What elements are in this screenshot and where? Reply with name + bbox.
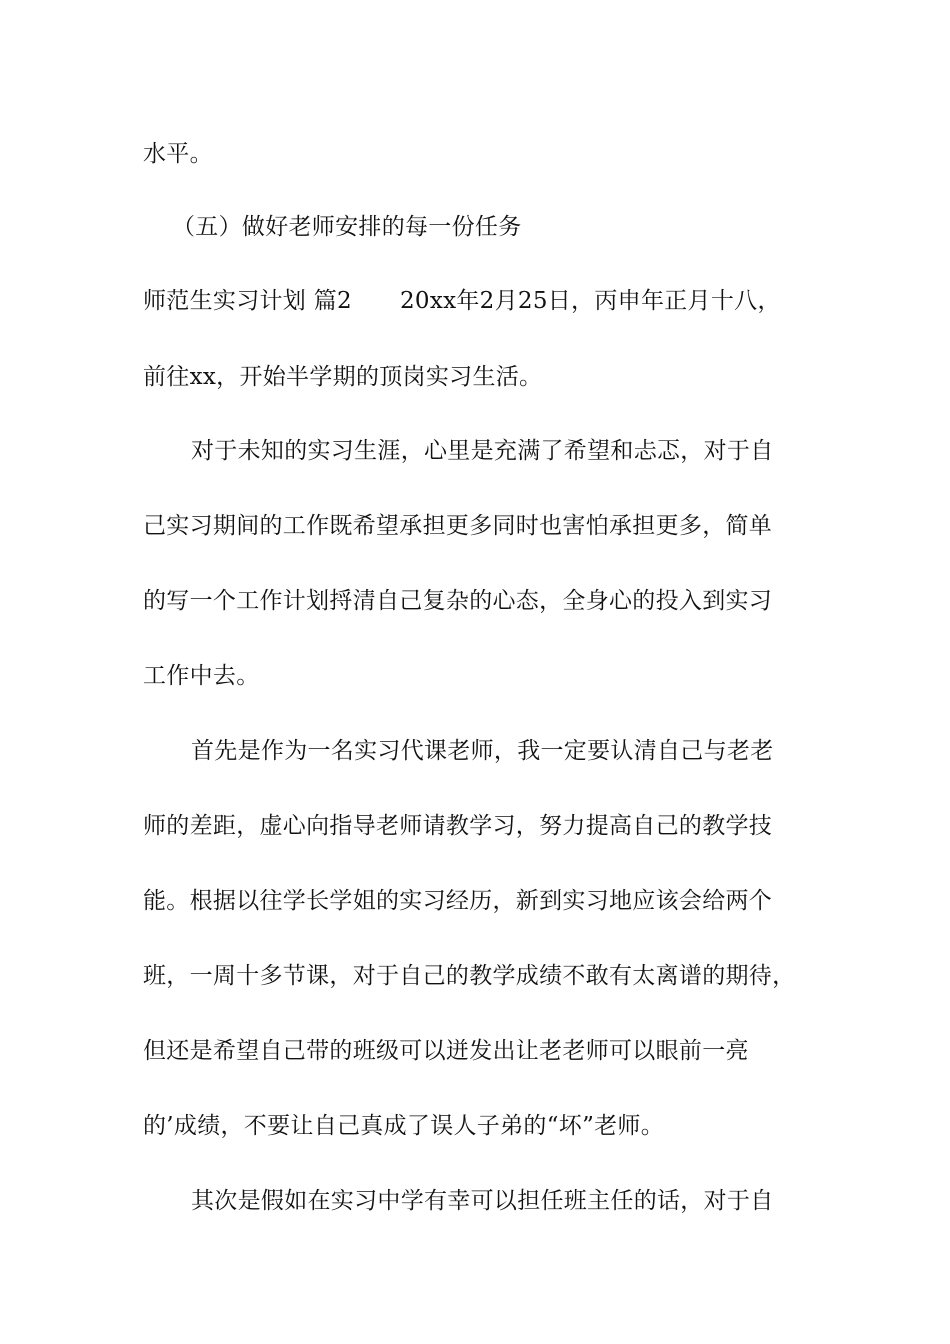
paragraph-line: 首先是作为一名实习代课老师，我一定要认清自己与老老 (191, 738, 774, 764)
paragraph-line: 水平。 (143, 141, 213, 167)
paragraph-line: 其次是假如在实习中学有幸可以担任班主任的话，对于自 (191, 1188, 774, 1214)
paragraph-line: 工作中去。 (143, 663, 260, 689)
paragraph-line: 师的差距，虚心向指导老师请教学习，努力提高自己的教学技 (143, 813, 773, 839)
paragraph-line: 前往xx，开始半学期的顶岗实习生活。 (143, 364, 543, 390)
paragraph-line: 能。根据以往学长学姐的实习经历，新到实习地应该会给两个 (143, 888, 773, 914)
article-title: 师范生实习计划 篇2 (143, 288, 352, 314)
paragraph-line: 但还是希望自己带的班级可以迸发出让老老师可以眼前一亮 (143, 1038, 749, 1064)
paragraph-line: 的写一个工作计划捋清自己复杂的心态，全身心的投入到实习 (143, 588, 773, 614)
paragraph-line (143, 286, 843, 316)
paragraph-line: 的’成绩，不要让自己真成了误人子弟的“坏”老师。 (143, 1113, 665, 1139)
paragraph-line: 己实习期间的工作既希望承担更多同时也害怕承担更多，简单 (143, 513, 773, 539)
paragraph-line: 对于未知的实习生涯，心里是充满了希望和忐忑，对于自 (191, 438, 774, 464)
paragraph-line: 班，一周十多节课，对于自己的教学成绩不敢有太离谱的期待， (143, 963, 796, 989)
date-text: 20xx年2月25日，丙申年正月十八， (399, 288, 781, 314)
section-heading: （五）做好老师安排的每一份任务 (172, 214, 522, 240)
